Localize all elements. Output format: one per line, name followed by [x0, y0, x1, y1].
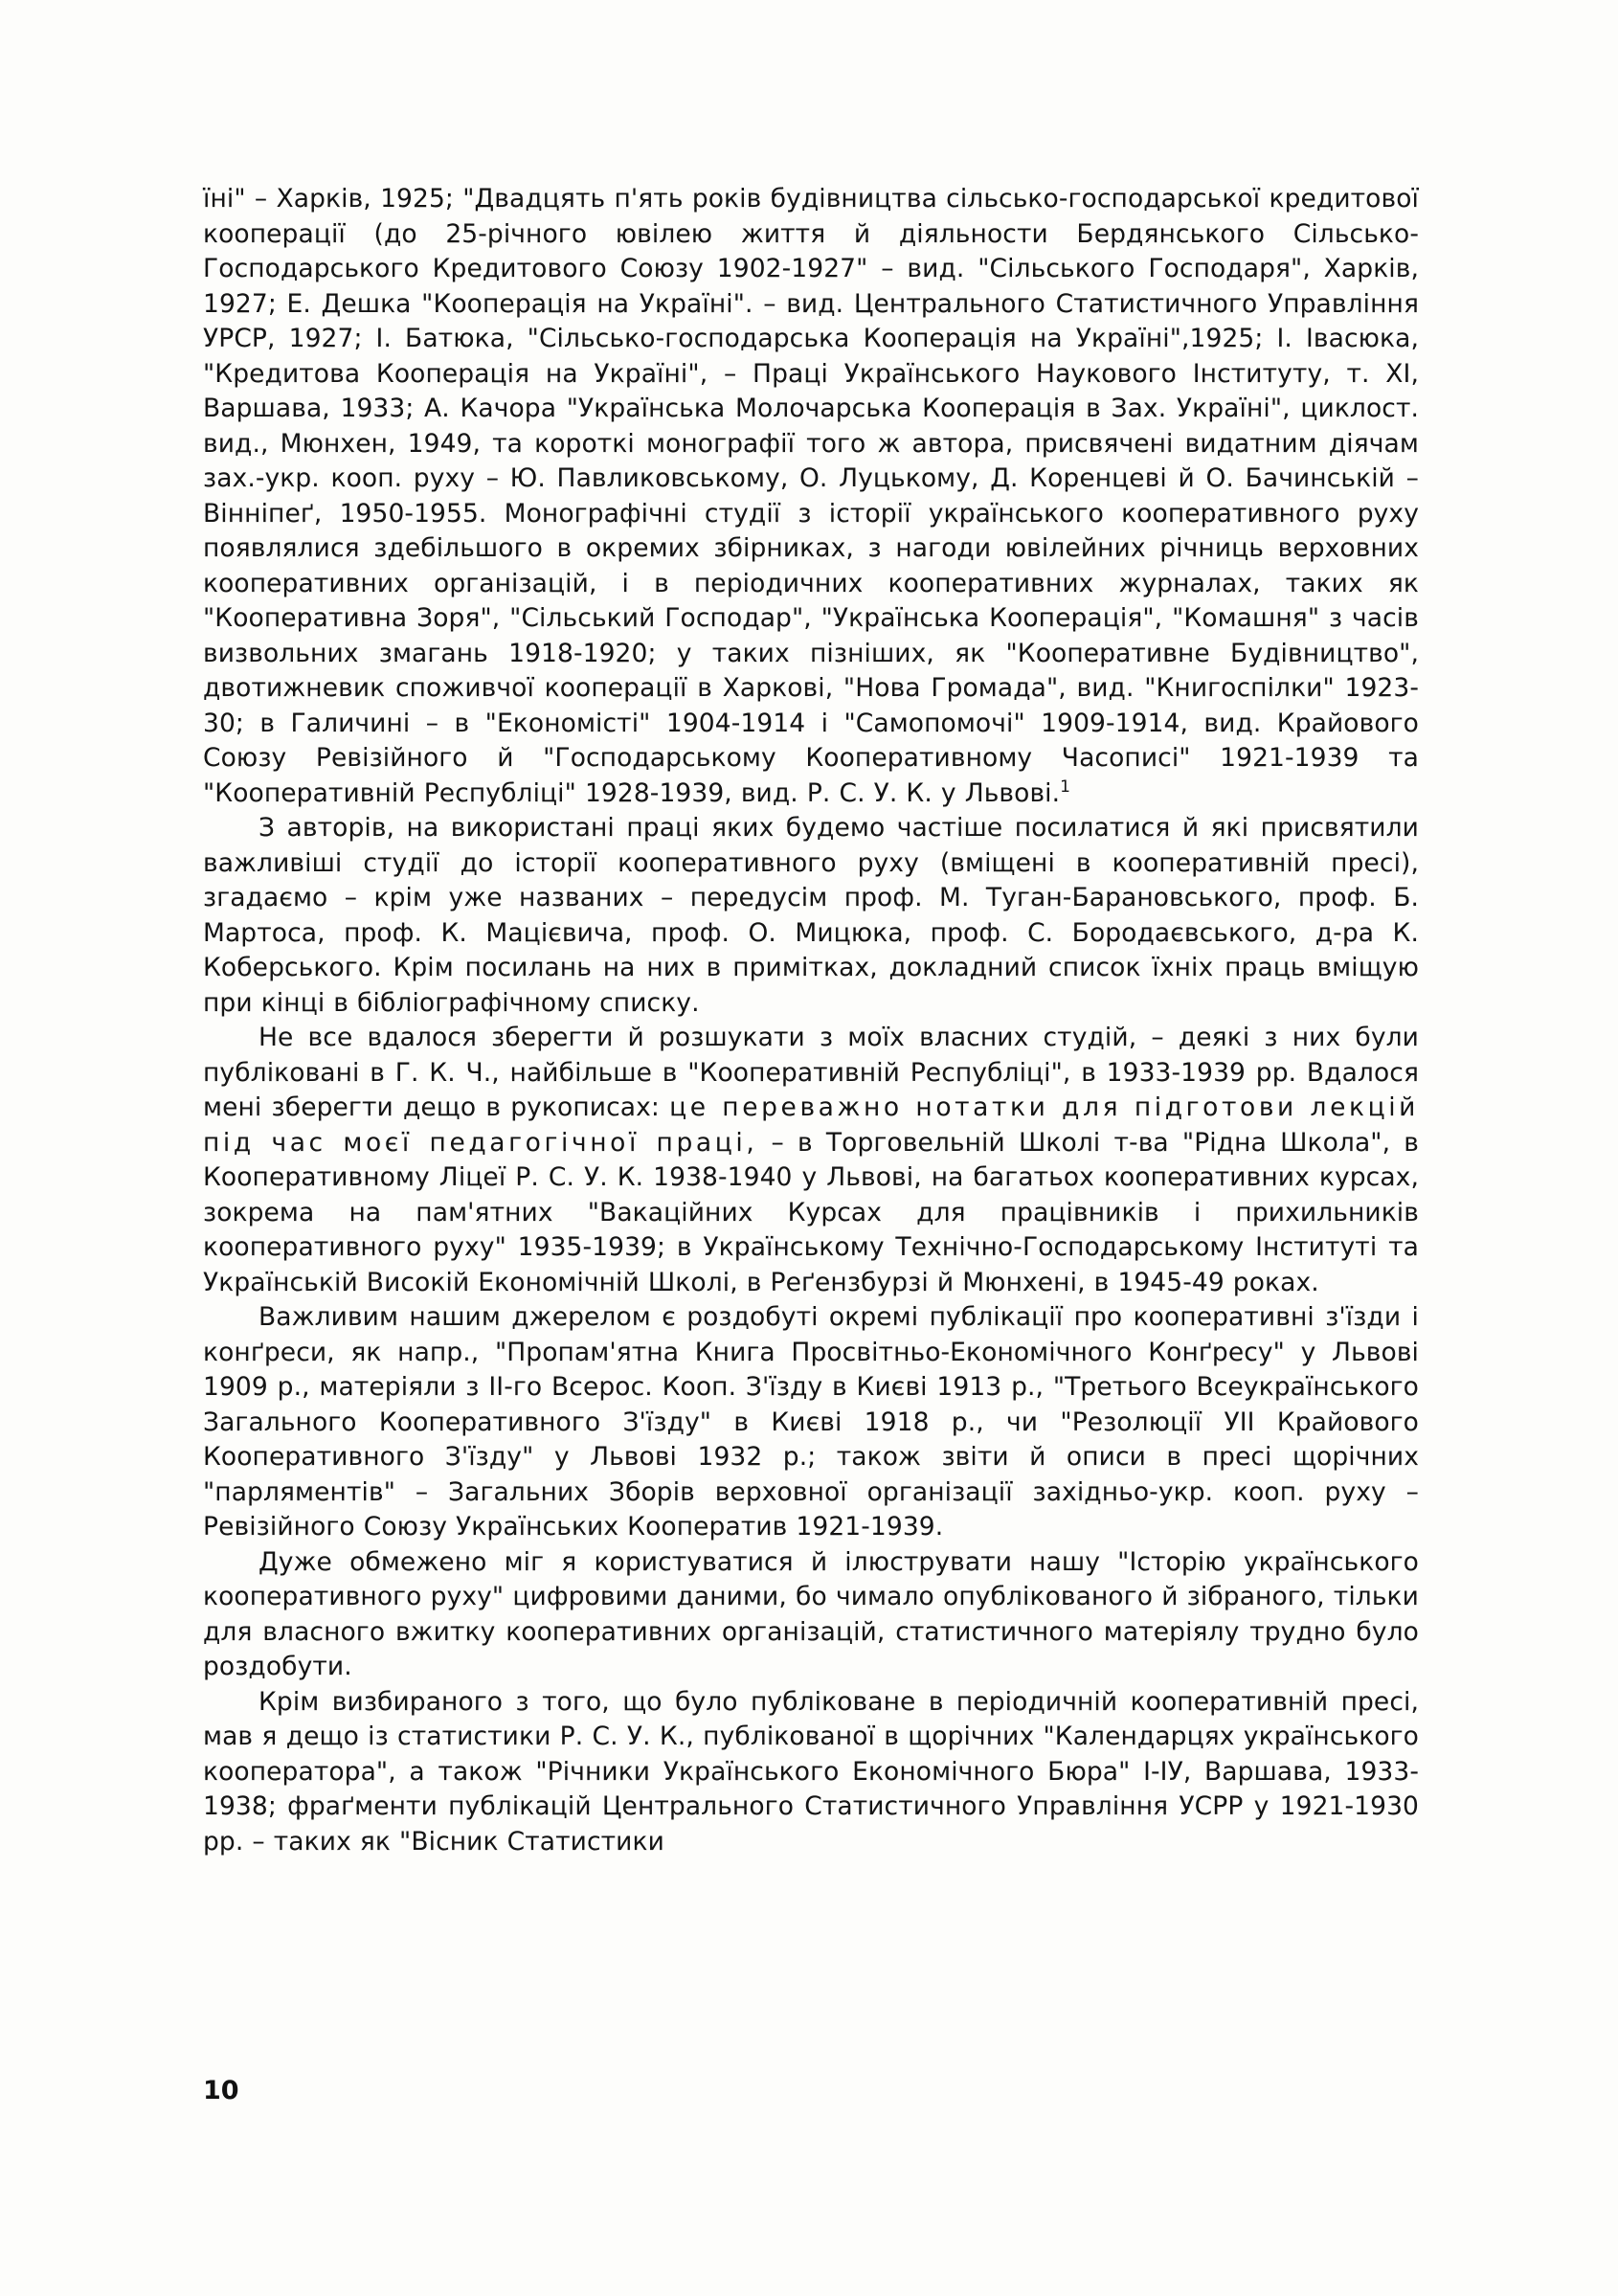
- paragraph-2: З авторів, на використані праці яких будемо частіше посилатися й які присвятили важливіші студії до історії кооперативного руху (вміщені в кооперативній пресі), згадаємо – крім уже названих – передусім проф. М. Туган-Барановського, проф. Б. Мартоса, проф. К. Мацієвича, проф. О. Мицюка, проф. С. Бородаєвського, д-ра К. Коберського. Крім посилань на них в примітках, докладний список їхніх праць вміщую при кінці в бібліографічному списку.: [203, 813, 1419, 1018]
- paragraph-4: Важливим нашим джерелом є роздобуті окремі публікації про кооперативні з'їзди і конґреси, як напр., "Пропам'ятна Книга Просвітньо-Економічного Конґресу" у Львові 1909 р., матеріяли з ІІ-го Всерос. Кооп. З'їзду в Києві 1913 р., "Третього Всеукраїнського Загального Кооперативного З'їзду" в Києві 1918 р., чи "Резолюції УІІ Крайового Кооперативного З'їзду" у Львові 1932 р.; також звіти й описи в пресі щорічних "парляментів" – Загальних Зборів верховної організації західньо-укр. кооп. руху – Ревізійного Союзу Українських Кооператив 1921-1939.: [203, 1302, 1419, 1542]
- paragraph-3-segment-emphasis: це переважно нотатки для підготови лекцій під час моєї педагогічної праці,: [203, 1092, 1419, 1158]
- paragraph-3-segment-3: – в Торговельній Школі т-ва "Рідна Школа", в Кооперативному Ліцеї Р. С. У. К. 1938-1940 у Львові, на багатьох кооперативних курсах, зокрема на пам'ятних "Вакаційних Курсах для працівників і прихильників кооперативного руху" 1935-1939; в Українському Технічно-Господарському Інституті та Українській Високій Економічній Школі, в Реґензбурзі й Мюнхені, в 1945-49 роках.: [203, 1127, 1419, 1297]
- paragraph-3-segment-1: Не все вдалося зберегти й розшукати з моїх власних студій, – деякі з них були публіковані в Г. К. Ч., найбільше в "Кооперативній Республіці", в 1933-1939 рр. Вдалося мені зберегти дещо в рукописах:: [203, 1023, 1419, 1122]
- paragraph-1-text: їні" – Харків, 1925; "Двадцять п'ять років будівництва сільсько-господарської кредитової кооперації (до 25-річного ювілею життя й діяльности Бердянського Сільсько-Господарського Кредитового Союзу 1902-1927" – вид. "Сільського Господаря", Харків, 1927; Е. Дешка "Кооперація на Україні". – вид. Центрального Статистичного Управління УРСР, 1927; І. Батюка, "Сільсько-господарська Кооперація на Україні",1925; І. Івасюка, "Кредитова Кооперація на Україні", – Праці Українського Наукового Інституту, т. XI, Варшава, 1933; А. Качора "Українська Молочарська Кооперація в Зах. Україні", циклост. вид., Мюнхен, 1949, та короткі монографії того ж автора, присвячені видатним діячам зах.-укр. кооп. руху – Ю. Павликовському, О. Луцькому, Д. Коренцеві й О. Бачинській – Вінніпеґ, 1950-1955. Монографічні студії з історії українського кооперативного руху появлялися здебільшого в окремих збірниках, з нагоди ювілейних річниць верховних кооперативних організацій, і в періодичних кооперативних журналах, таких як "Кооперативна Зоря", "Сільський Господар", "Українська Кооперація", "Комашня" з часів визвольних змагань 1918-1920; у таких пізніших, як "Кооперативне Будівництво", двотижневик споживчої кооперації в Харкові, "Нова Громада", вид. "Книгоспілки" 1923-30; в Галичині – в "Економісті" 1904-1914 і "Самопомочі" 1909-1914, вид. Крайового Союзу Ревізійного й "Господарському Кооперативному Часописі" 1921-1939 та "Кооперативній Республіці" 1928-1939, вид. Р. С. У. К. у Львові.: [203, 184, 1419, 808]
- paragraph-1: [203, 182, 1419, 811]
- footnote-marker: 1: [1060, 777, 1071, 797]
- paragraph-3: [203, 1021, 1419, 1300]
- paragraph-5: Дуже обмежено міг я користуватися й ілюструвати нашу "Історію українського кооперативного руху" цифровими даними, бо чимало опублікованого й зібраного, тільки для власного вжитку кооперативних організацій, статистичного матеріялу трудно було роздобути.: [203, 1546, 1419, 1681]
- body-text: [203, 182, 1419, 1859]
- page-number: 10: [203, 2076, 239, 2105]
- paragraph-6: Крім визбираного з того, що було публіковане в періодичній кооперативній пресі, мав я дещо із статистики Р. С. У. К., публікованої в щорічних "Календарцях українського кооператора", а також "Річники Українського Економічного Бюра" І-ІУ, Варшава, 1933-1938; фраґменти публікацій Центрального Статистичного Управління УСРР у 1921-1930 рр. – таких як "Вісник Статистики: [203, 1686, 1419, 1857]
